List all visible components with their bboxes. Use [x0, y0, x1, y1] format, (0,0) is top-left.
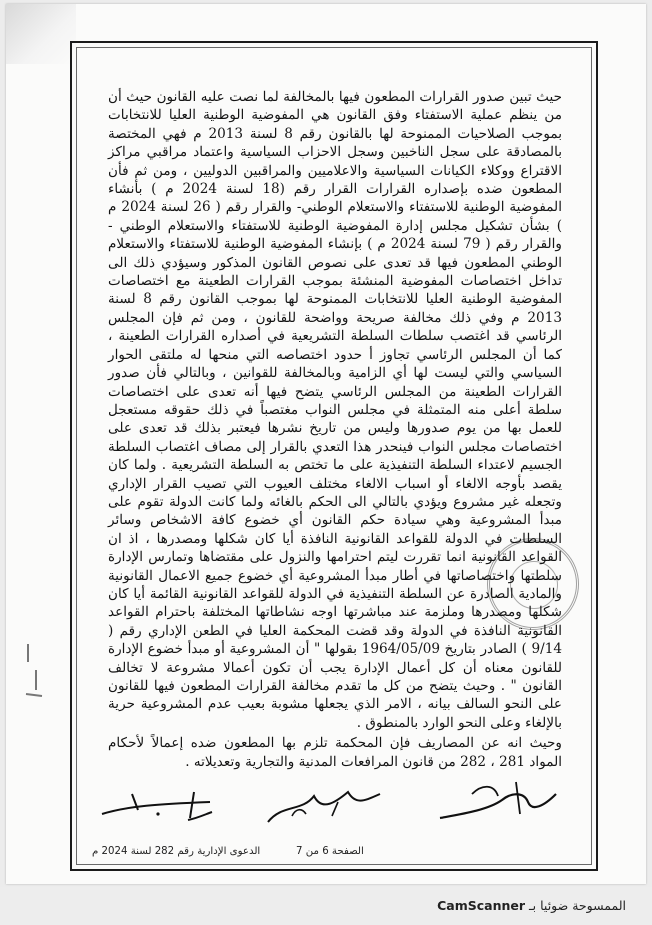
judgment-paragraph-costs: وحيث انه عن المصاريف فإن المحكمة تلزم بها المطعون ضده إعمالاً لأحكام المواد 281 ، 282 من قانون المرافعات المدنية والتجارية وتعديلاته .	[108, 735, 562, 770]
scanner-brand: CamScanner	[437, 898, 526, 913]
folded-corner	[6, 4, 76, 64]
page-number: الصفحة 6 من 7	[296, 846, 364, 857]
case-reference: الدعوى الإدارية رقم 282 لسنة 2024 م	[92, 846, 261, 857]
judgment-paragraph-main: حيث تبين صدور القرارات المطعون فيها بالمخالفة لما نصت عليه القانون حيث أن من ينظم عملية الاستفتاء وفق القانون هي المفوضية الوطنية العليا للانتخابات بموجب الصلاحيات الممنوحة لها بالقانون رقم 8 لسنة 2013 م فهي المختصة بالمصادقة على سجل الناخبين وسجل الاحزاب السياسية واعتماد مراقبي مراكز الاقتراع ووكلاء الكيانات السياسية والاعلاميين والمراقبين الدوليين ، ومن ثم فأن المطعون ضده بإصداره القرارات القرار رقم (18 لسنة 2024 م ) بأنشاء المفوضية الوطنية للاستفتاء والاستعلام الوطني- والقرار رقم ( 26 لسنة 2024 م ) بشأن تشكيل مجلس إدارة المفوضية الوطنية للاستفتاء والاستعلام الوطني - والقرار رقم ( 79 لسنة 2024 م ) بإنشاء المفوضية الوطنية للاستفتاء والاستعلام الوطني المطعون فيها قد تعدى على نصوص القانون المذكور وسيؤدي ذلك الى تداخل اختصاصات المفوضية المنشئة بموجب القرارات الطعينة مع اختصاصات المفوضية الوطنية العليا للانتخابات الممنوحة لها بموجب القانون رقم 8 لسنة 2013 م وفي ذلك مخالفة صريحة وواضحة للقانون ، ومن ثم فإن المجلس الرئاسي قد اغتصب سلطات السلطة التشريعية في أصداره القرارات الطعينة ، كما أن المجلس الرئاسي تجاوز أ حدود اختصاصه التي منحها له ملتقى الحوار السياسي والتي ليست لها أي الزامية وبالمخالفة للقوانين ، وبالتالي فأن صدور القرارات الطعينة من المجلس الرئاسي يتضح فيها أنه تعدى على اختصاصات سلطة أعلى منه المتمثلة في مجلس النواب مغتصباً في ذلك حقوقه مستعجل للعمل بها من يوم صدورها وليس من تاريخ نشرها فيعتبر بذلك قد تعدى على اختصاصات مجلس النواب فينحدر هذا التعدي بالقرار إلى مصاف اغتصاب السلطة الجسيم لاعتداء السلطة التنفيذية على ما تختص به السلطة التشريعية . ولما كان يقصد بأوجه الالغاء أو اسباب الالغاء مختلف العيوب التي تصيب القرار الإداري وتجعله غير مشروع ويؤدي بالتالي الى الحكم بالغائه ولما كانت الدولة تقوم على مبدأ المشروعية وهي سيادة حكم القانون أي خضوع كافة الاشخاص وسائر السلطات في الدولة للقواعد القانونية النافذة أيا كان شكلها ومصدرها ، اذ ان القواعد القانونية انما تقررت ليتم احترامها والنزول على مقتضاها وتمارس الإدارة سلطتها واختصاصاتها في أطار مبدأ المشروعية أي خضوع جميع الاعمال القانونية والمادية الصادرة عن السلطة التنفيذية في الدولة للقواعد القانونية القائمة أيا كان شكلها ومصدرها وملزمة عند مباشرتها اوجه نشاطاتها المختلفة باحترام القواعد القانونية النافذة في الدولة وقد قضت المحكمة العليا في الطعن الإداري رقم ( 9/14 ) الصادر بتاريخ 1964/05/09 بقولها " أن المشروعية أو مبدأ خضوع الإدارة للقانون معناه أن كل أعمال الإدارة يجب أن تكون أعمالا مشروعة لا تخالف القانون " . وحيث يتضح من كل ما تقدم مخالفة القرارات المطعون فيها للقانون على النحو السالف بيانه ، الامر الذي يجعلها مشوبة بعيب عدم المشروعية حرية بالإلغاء وعلى النحو الوارد بالمنطوق .	[108, 89, 562, 731]
signature-left	[98, 784, 218, 828]
signature-right	[432, 774, 562, 828]
scanner-prefix: الممسوحة ضوئيا بـ	[529, 898, 626, 913]
signature-middle	[262, 782, 386, 830]
judgment-body	[108, 88, 562, 771]
margin-marks	[22, 640, 48, 700]
scanner-watermark	[437, 898, 630, 913]
